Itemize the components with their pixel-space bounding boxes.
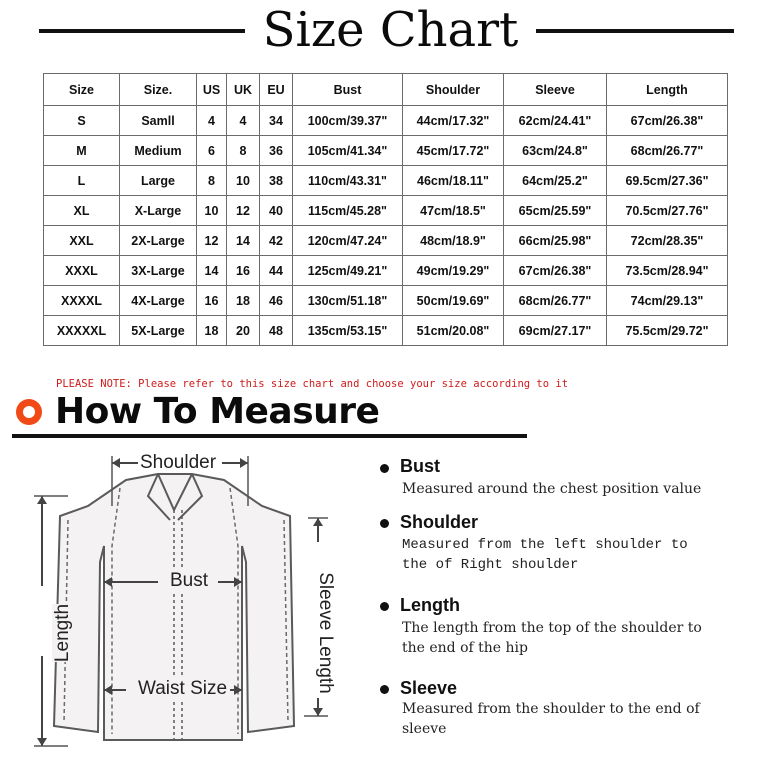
bullet-icon <box>380 519 389 528</box>
shirt-measure-diagram <box>8 446 352 758</box>
table-cell: 68cm/26.77" <box>607 136 728 166</box>
table-cell: 51cm/20.08" <box>403 316 504 346</box>
table-cell: 68cm/26.77" <box>504 286 607 316</box>
table-cell: S <box>44 106 120 136</box>
table-cell: 10 <box>227 166 260 196</box>
table-cell: 48cm/18.9" <box>403 226 504 256</box>
header <box>0 0 768 62</box>
title-rule-left <box>39 29 245 33</box>
header-sleeve: Sleeve <box>504 74 607 106</box>
header-shoulder: Shoulder <box>403 74 504 106</box>
table-cell: 5X-Large <box>120 316 197 346</box>
table-row <box>44 196 728 226</box>
diagram-label-length: Length <box>52 603 74 663</box>
table-cell: 66cm/25.98" <box>504 226 607 256</box>
table-row <box>44 286 728 316</box>
table-cell: 40 <box>260 196 293 226</box>
table-cell: 62cm/24.41" <box>504 106 607 136</box>
table-cell: 47cm/18.5" <box>403 196 504 226</box>
measure-title-length: Length <box>400 595 460 615</box>
table-cell: 50cm/19.69" <box>403 286 504 316</box>
table-cell: 115cm/45.28" <box>293 196 403 226</box>
table-cell: 14 <box>227 226 260 256</box>
measure-title-shoulder: Shoulder <box>400 512 479 532</box>
header-length: Length <box>607 74 728 106</box>
table-row <box>44 226 728 256</box>
table-cell: 105cm/41.34" <box>293 136 403 166</box>
table-cell: 8 <box>197 166 227 196</box>
orange-circle-icon <box>16 399 42 425</box>
measure-desc-sleeve: Measured from the shoulder to the end of sleeve <box>402 701 700 737</box>
table-cell: 20 <box>227 316 260 346</box>
header-size: Size <box>44 74 120 106</box>
table-cell: 73.5cm/28.94" <box>607 256 728 286</box>
table-cell: XXL <box>44 226 120 256</box>
table-cell: 44cm/17.32" <box>403 106 504 136</box>
table-row <box>44 106 728 136</box>
table-cell: 100cm/39.37" <box>293 106 403 136</box>
shirt-outline-icon <box>8 446 352 758</box>
table-cell: 4X-Large <box>120 286 197 316</box>
header-eu: EU <box>260 74 293 106</box>
table-cell: 130cm/51.18" <box>293 286 403 316</box>
how-to-measure-title: How To Measure <box>55 391 380 432</box>
table-cell: 44 <box>260 256 293 286</box>
table-cell: L <box>44 166 120 196</box>
bullet-icon <box>380 602 389 611</box>
table-cell: 38 <box>260 166 293 196</box>
table-cell: 70.5cm/27.76" <box>607 196 728 226</box>
table-cell: 110cm/43.31" <box>293 166 403 196</box>
measure-title-sleeve: Sleeve <box>400 678 458 698</box>
table-cell: XXXL <box>44 256 120 286</box>
size-chart-table <box>43 73 728 346</box>
table-cell: 42 <box>260 226 293 256</box>
table-cell: 8 <box>227 136 260 166</box>
table-cell: 48 <box>260 316 293 346</box>
measure-title-bust: Bust <box>400 456 440 476</box>
table-cell: XXXXXL <box>44 316 120 346</box>
table-cell: 12 <box>227 196 260 226</box>
table-cell: 49cm/19.29" <box>403 256 504 286</box>
table-cell: XL <box>44 196 120 226</box>
table-cell: 18 <box>197 316 227 346</box>
table-cell: 45cm/17.72" <box>403 136 504 166</box>
table-cell: 16 <box>227 256 260 286</box>
page-title: Size Chart <box>262 2 519 58</box>
table-cell: XXXXL <box>44 286 120 316</box>
table-header-row <box>44 74 728 106</box>
table-cell: 16 <box>197 286 227 316</box>
table-cell: 4 <box>227 106 260 136</box>
table-cell: 64cm/25.2" <box>504 166 607 196</box>
header-size-name: Size. <box>120 74 197 106</box>
table-cell: 69cm/27.17" <box>504 316 607 346</box>
table-cell: 46cm/18.11" <box>403 166 504 196</box>
table-cell: 10 <box>197 196 227 226</box>
table-cell: 4 <box>197 106 227 136</box>
measure-desc-shoulder: Measured from the left shoulder to the of Right shoulder <box>402 537 688 573</box>
table-row <box>44 136 728 166</box>
table-cell: 135cm/53.15" <box>293 316 403 346</box>
table-cell: 2X-Large <box>120 226 197 256</box>
header-bust: Bust <box>293 74 403 106</box>
table-cell: 69.5cm/27.36" <box>607 166 728 196</box>
measure-desc-bust: Measured around the chest position value <box>402 481 702 497</box>
measure-desc-length: The length from the top of the shoulder to the end of the hip <box>402 620 702 656</box>
table-row <box>44 316 728 346</box>
bullet-icon <box>380 685 389 694</box>
table-cell: Medium <box>120 136 197 166</box>
bullet-icon <box>380 464 389 473</box>
table-cell: 75.5cm/29.72" <box>607 316 728 346</box>
diagram-label-sleeve: Sleeve Length <box>314 572 336 694</box>
diagram-label-waist: Waist Size <box>138 678 228 699</box>
table-cell: X-Large <box>120 196 197 226</box>
table-cell: 34 <box>260 106 293 136</box>
table-cell: 46 <box>260 286 293 316</box>
section-rule <box>12 434 527 438</box>
table-row <box>44 166 728 196</box>
diagram-label-shoulder: Shoulder <box>140 452 217 473</box>
table-row <box>44 256 728 286</box>
table-cell: 74cm/29.13" <box>607 286 728 316</box>
table-cell: 120cm/47.24" <box>293 226 403 256</box>
table-cell: 3X-Large <box>120 256 197 286</box>
table-cell: 18 <box>227 286 260 316</box>
table-cell: 125cm/49.21" <box>293 256 403 286</box>
table-cell: 67cm/26.38" <box>504 256 607 286</box>
diagram-label-bust: Bust <box>170 570 209 591</box>
table-cell: 36 <box>260 136 293 166</box>
table-cell: 72cm/28.35" <box>607 226 728 256</box>
header-us: US <box>197 74 227 106</box>
size-note: PLEASE NOTE: Please refer to this size chart and choose your size according to it <box>56 378 569 390</box>
table-cell: Samll <box>120 106 197 136</box>
table-cell: 65cm/25.59" <box>504 196 607 226</box>
title-rule-right <box>536 29 734 33</box>
table-cell: 14 <box>197 256 227 286</box>
table-cell: 12 <box>197 226 227 256</box>
table-cell: 63cm/24.8" <box>504 136 607 166</box>
table-cell: 67cm/26.38" <box>607 106 728 136</box>
table-cell: Large <box>120 166 197 196</box>
table-cell: M <box>44 136 120 166</box>
table-cell: 6 <box>197 136 227 166</box>
header-uk: UK <box>227 74 260 106</box>
